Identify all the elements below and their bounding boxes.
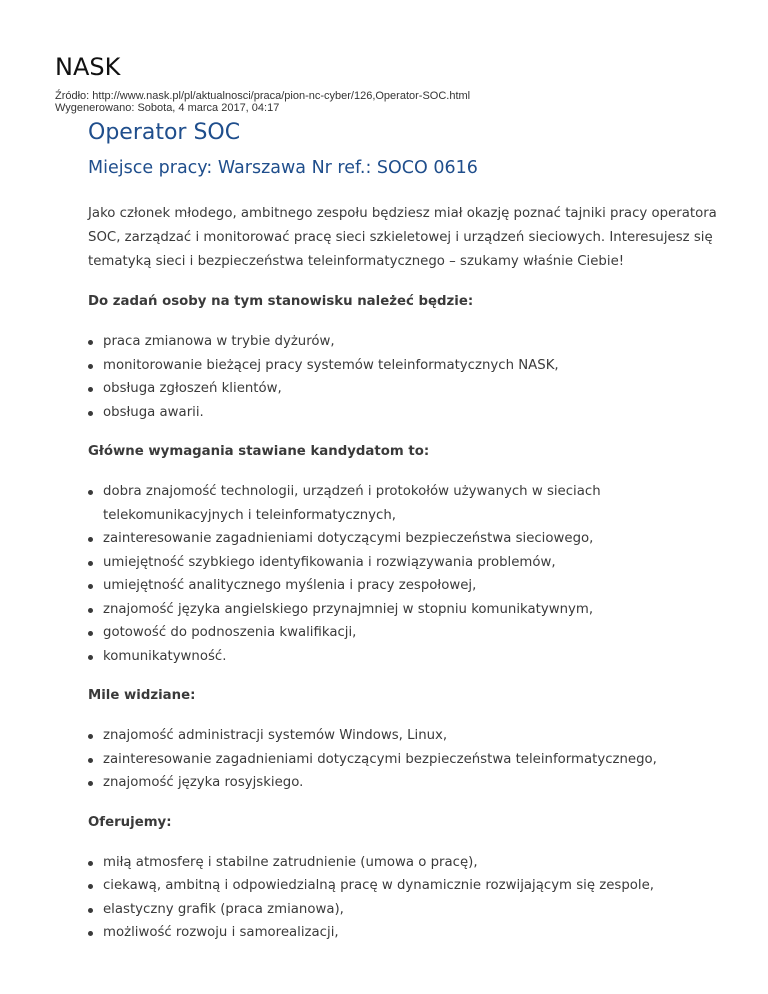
job-location-reference: Miejsce pracy: Warszawa Nr ref.: SOCO 0616 xyxy=(88,158,478,178)
bullet-icon xyxy=(88,561,93,566)
offer-list xyxy=(88,851,728,945)
list-item xyxy=(88,377,728,401)
job-title: Operator SOC xyxy=(88,120,241,145)
list-item-text: znajomość języka angielskiego przynajmniej w stopniu komunikatywnym, xyxy=(103,601,594,617)
list-item xyxy=(88,527,728,551)
list-item xyxy=(88,771,728,795)
bullet-icon xyxy=(88,655,93,660)
list-item xyxy=(88,480,728,527)
list-item xyxy=(88,401,728,425)
requirements-heading: Główne wymagania stawiane kandydatom to: xyxy=(88,444,430,459)
requirements-list xyxy=(88,480,728,668)
list-item-text: miłą atmosferę i stabilne zatrudnienie (umowa o pracę), xyxy=(103,854,478,870)
bullet-icon xyxy=(88,608,93,613)
list-item-text: dobra znajomość technologii, urządzeń i protokołów używanych w sieciach telekomunikacyjnych i teleinformatycznych, xyxy=(103,484,601,523)
list-item-text: obsługa zgłoszeń klientów, xyxy=(103,381,282,396)
list-item xyxy=(88,898,728,922)
bullet-icon xyxy=(88,387,93,392)
duties-heading: Do zadań osoby na tym stanowisku należeć będzie: xyxy=(88,294,474,309)
list-item xyxy=(88,724,728,748)
job-posting xyxy=(88,116,728,945)
bullet-icon xyxy=(88,537,93,542)
list-item xyxy=(88,598,728,622)
list-item-text: obsługa awarii. xyxy=(103,404,204,420)
list-item-text: znajomość administracji systemów Windows, Linux, xyxy=(103,728,448,743)
list-item xyxy=(88,748,728,772)
list-item xyxy=(88,551,728,575)
offer-heading: Oferujemy: xyxy=(88,814,172,830)
list-item-text: praca zmianowa w trybie dyżurów, xyxy=(103,334,335,349)
bullet-icon xyxy=(88,584,93,589)
list-item-text: gotowość do podnoszenia kwalifikacji, xyxy=(103,625,357,640)
list-item xyxy=(88,330,728,354)
list-item-text: znajomość języka rosyjskiego. xyxy=(103,775,304,790)
list-item-text: monitorowanie bieżącej pracy systemów teleinformatycznych NASK, xyxy=(103,357,559,373)
list-item-text: umiejętność szybkiego identyfikowania i rozwiązywania problemów, xyxy=(103,554,556,570)
list-item-text: zainteresowanie zagadnieniami dotyczącymi bezpieczeństwa teleinformatycznego, xyxy=(103,751,657,767)
bullet-icon xyxy=(88,490,93,495)
list-item-text: ciekawą, ambitną i odpowiedzialną pracę w dynamicznie rozwijającym się zespole, xyxy=(103,878,655,893)
list-item-text: komunikatywność. xyxy=(103,648,227,664)
generated-date: Wygenerowano: Sobota, 4 marca 2017, 04:17 xyxy=(55,102,280,114)
bullet-icon xyxy=(88,734,93,739)
list-item xyxy=(88,874,728,898)
list-item xyxy=(88,621,728,645)
nice-to-have-heading: Mile widziane: xyxy=(88,688,196,703)
list-item xyxy=(88,851,728,875)
document-meta xyxy=(55,90,470,114)
bullet-icon xyxy=(88,758,93,763)
bullet-icon xyxy=(88,340,93,345)
list-item xyxy=(88,921,728,945)
bullet-icon xyxy=(88,364,93,369)
job-intro: Jako członek młodego, ambitnego zespołu będziesz miał okazję poznać tajniki pracy operatora SOC, zarządzać i monitorować pracę sieci szkieletowej i urządzeń sieciowych. Interesujesz się tematyką sieci i bezpieczeństwa teleinformatycznego – szukamy właśnie Ciebie! xyxy=(88,206,717,269)
bullet-icon xyxy=(88,884,93,889)
list-item-text: możliwość rozwoju i samorealizacji, xyxy=(103,925,339,940)
bullet-icon xyxy=(88,931,93,936)
nice-to-have-list xyxy=(88,724,728,795)
list-item-text: umiejętność analitycznego myślenia i pracy zespołowej, xyxy=(103,578,477,593)
list-item xyxy=(88,354,728,378)
list-item-text: elastyczny grafik (praca zmianowa), xyxy=(103,901,344,917)
list-item xyxy=(88,574,728,598)
bullet-icon xyxy=(88,631,93,636)
list-item xyxy=(88,645,728,669)
bullet-icon xyxy=(88,781,93,786)
source-url: Źródło: http://www.nask.pl/pl/aktualnosci/praca/pion-nc-cyber/126,Operator-SOC.html xyxy=(55,90,471,102)
bullet-icon xyxy=(88,908,93,913)
duties-list xyxy=(88,330,728,424)
bullet-icon xyxy=(88,861,93,866)
site-title: NASK xyxy=(55,53,121,81)
list-item-text: zainteresowanie zagadnieniami dotyczącymi bezpieczeństwa sieciowego, xyxy=(103,531,594,546)
bullet-icon xyxy=(88,411,93,416)
